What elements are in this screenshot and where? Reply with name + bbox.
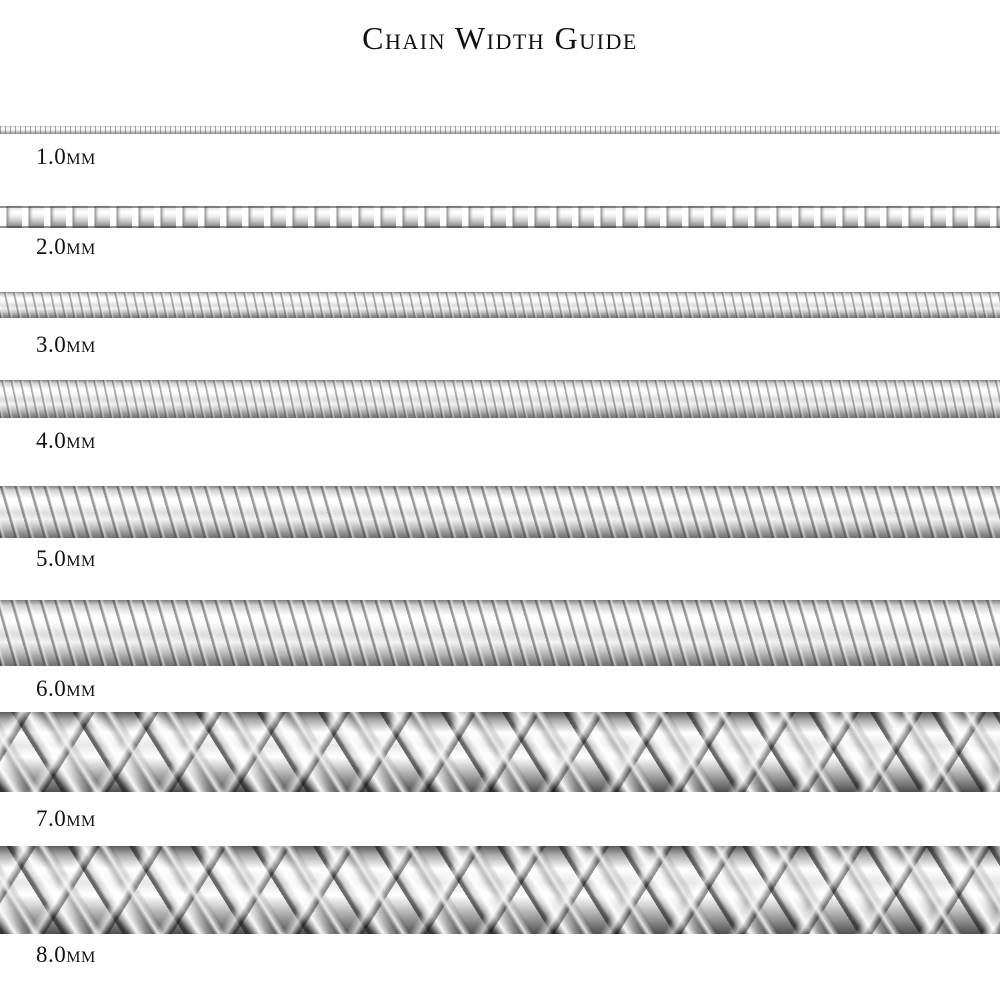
chain-image-1-0mm (0, 126, 1000, 134)
chain-label-7-0mm: 7.0mm (36, 806, 96, 831)
chain-link-pattern (0, 486, 1000, 538)
chain-edge-top (0, 206, 1000, 208)
chain-link-pattern (0, 600, 1000, 666)
chain-link-pattern (0, 126, 1000, 134)
chain-image-5-0mm (0, 486, 1000, 538)
chain-label-1-0mm: 1.0mm (36, 144, 96, 169)
chain-link-pattern (0, 206, 1000, 228)
chain-label-3-0mm: 3.0mm (36, 332, 96, 357)
chain-highlight (0, 712, 1000, 792)
chain-image-4-0mm (0, 380, 1000, 418)
chain-image-3-0mm (0, 292, 1000, 318)
chain-label-8-0mm: 8.0mm (36, 942, 96, 967)
chain-image-8-0mm (0, 846, 1000, 934)
chain-image-7-0mm (0, 712, 1000, 792)
page-title: Chain Width Guide (362, 20, 638, 56)
chain-image-2-0mm (0, 206, 1000, 228)
chain-label-4-0mm: 4.0mm (36, 428, 96, 453)
chain-label-5-0mm: 5.0mm (36, 546, 96, 571)
chain-label-2-0mm: 2.0mm (36, 234, 96, 259)
chain-link-pattern (0, 380, 1000, 418)
chain-label-6-0mm: 6.0mm (36, 676, 96, 701)
chain-highlight (0, 846, 1000, 934)
chain-image-6-0mm (0, 600, 1000, 666)
chain-link-pattern (0, 292, 1000, 318)
chain-edge-bottom (0, 226, 1000, 228)
